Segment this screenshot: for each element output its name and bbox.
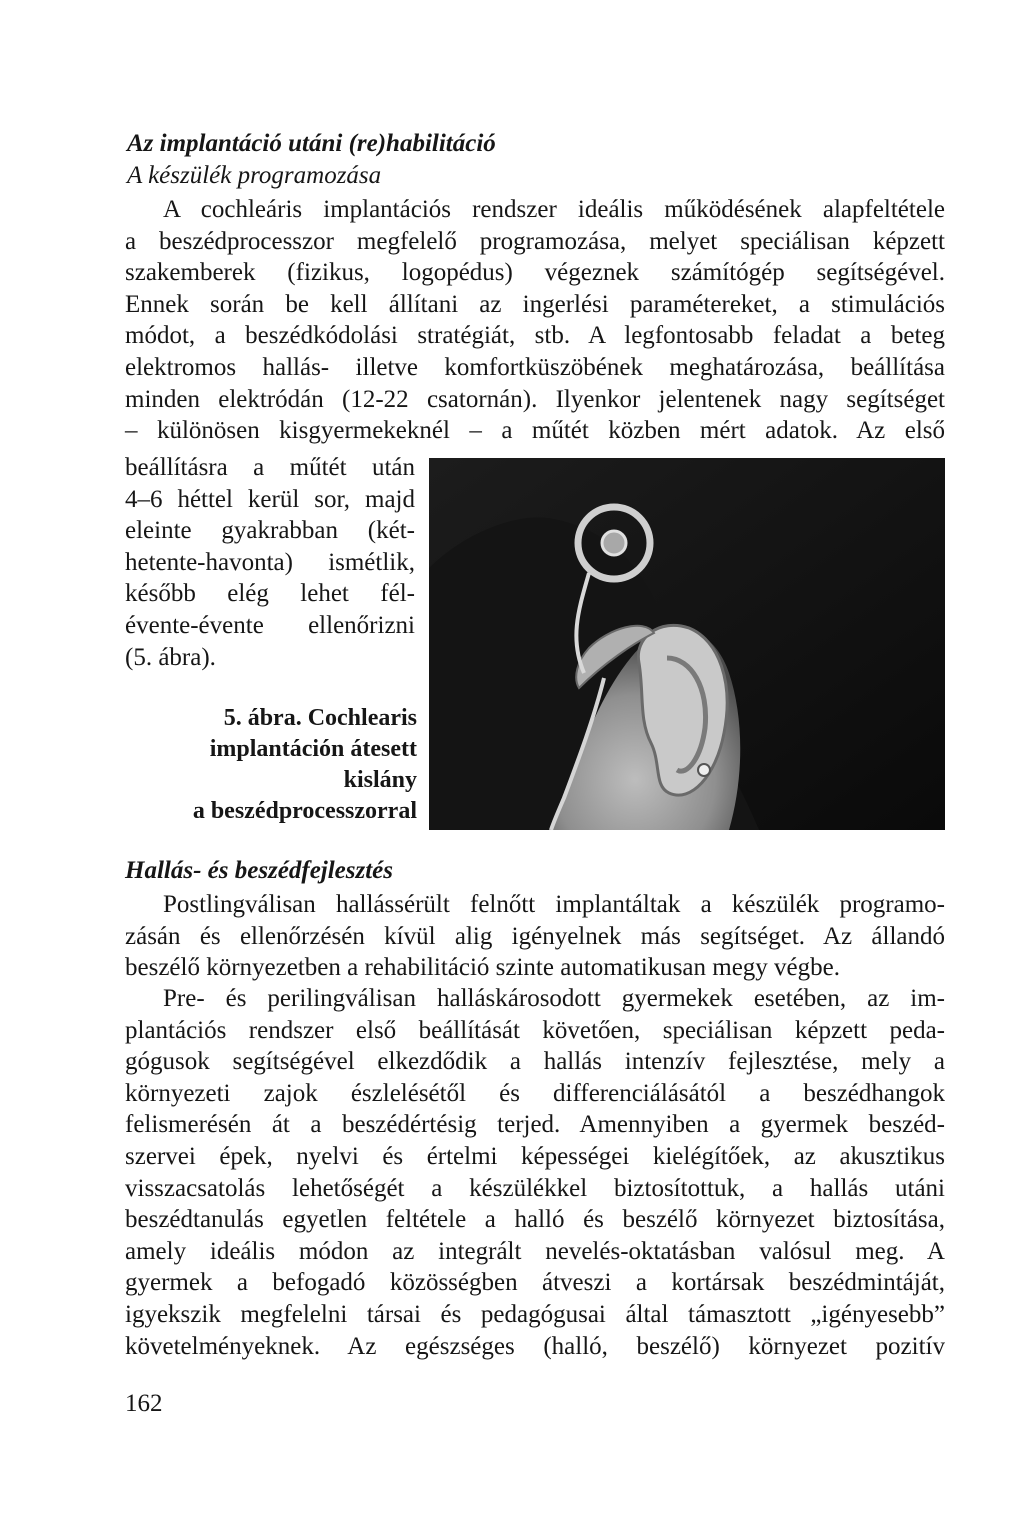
text-line: visszacsatolás lehetőségét a készülékkel biztosítottuk, a hallás utáni (125, 1174, 945, 1202)
text-line: beszédtanulás egyetlen feltétele a halló és beszélő környezet biztosítása, (125, 1206, 945, 1234)
page-number: 162 (125, 1390, 163, 1417)
caption-line: a beszédprocesszorral (192, 798, 417, 824)
text-line: Postlingválisan hallássérült felnőtt implantáltak a készülék programo- (163, 891, 945, 918)
caption-line: kislány (343, 767, 417, 793)
text-line: követelményeknek. Az egészséges (halló, beszélő) környezet pozitív (125, 1332, 945, 1360)
section-title: Az implantáció utáni (re)habilitáció (127, 130, 496, 157)
text-line: beszélő környezetben a rehabilitáció szinte automatikusan megy végbe. (125, 954, 841, 982)
caption-line: implantáción átesett (209, 736, 417, 762)
text-line: gógusok segítségével elkezdődik a hallás intenzív fejlesztése, mely a (125, 1048, 945, 1076)
text-line: igyekszik megfelelni társai és pedagógusai által támasztott „igényesebb” (125, 1300, 945, 1328)
caption-line: 5. ábra. Cochlearis (223, 705, 417, 731)
text-line: – különösen kisgyermekeknél – a műtét közben mért adatok. Az első (125, 417, 945, 445)
text-line: felismerésén át a beszédértésig terjed. Amennyiben a gyermek beszéd- (125, 1111, 945, 1139)
text-line: hetente-havonta) ismétlik, (125, 548, 415, 576)
text-line: (5. ábra). (125, 643, 216, 671)
text-line: Ennek során be kell állítani az ingerlési paramétereket, a stimulációs (125, 290, 945, 318)
cochlear-implant-photo (429, 458, 945, 830)
text-line: módot, a beszédkódolási stratégiát, stb. A legfontosabb feladat a beteg (125, 322, 945, 350)
text-line: eleinte gyakrabban (két- (125, 517, 415, 545)
section-heading: Hallás- és beszédfejlesztés (125, 857, 394, 884)
text-line: környezeti zajok észlelésétől és differenciálásától a beszédhangok (125, 1079, 945, 1107)
text-line: évente-évente ellenőrizni (125, 611, 415, 639)
paragraph-postlingual (125, 889, 945, 984)
paragraph-prelingual (125, 983, 945, 1362)
earring (698, 764, 710, 776)
text-line: zásán és ellenőrzésén kívül alig igényelnek más segítséget. Az állandó (125, 922, 945, 950)
paragraph-continuation (125, 452, 415, 673)
text-line: szervei épek, nyelvi és értelmi képességei kielégítőek, az akusztikus (125, 1142, 945, 1170)
text-line: a beszédprocesszor megfelelő programozása, melyet speciálisan képzett (125, 227, 945, 255)
text-line: amely ideális módon az integrált nevelés-oktatásban valósul meg. A (125, 1237, 945, 1265)
text-line: A cochleáris implantációs rendszer ideális működésének alapfeltétele (163, 196, 945, 223)
coil-magnet (602, 531, 626, 555)
paragraph-programming (125, 194, 945, 447)
text-line: 4–6 héttel kerül sor, majd (125, 485, 415, 513)
text-line: elektromos hallás- illetve komfortküszöbének meghatározása, beállítása (125, 353, 945, 381)
text-line: szakemberek (fizikus, logopédus) végeznek számítógép segítségével. (125, 259, 945, 287)
text-line: gyermek a befogadó közösségben átveszi a kortársak beszédmintáját, (125, 1269, 945, 1297)
figure-caption (125, 703, 417, 827)
subsection-title: A készülék programozása (127, 162, 382, 189)
text-line: plantációs rendszer első beállítását követően, speciálisan képzett peda- (125, 1016, 945, 1044)
text-line: később elég lehet fél- (125, 580, 415, 608)
text-line: Pre- és perilingválisan halláskárosodott gyermekek esetében, az im- (163, 985, 945, 1012)
text-line: beállításra a műtét után (125, 454, 415, 481)
text-line: minden elektródán (12-22 csatornán). Ilyenkor jelentenek nagy segítséget (125, 385, 945, 413)
